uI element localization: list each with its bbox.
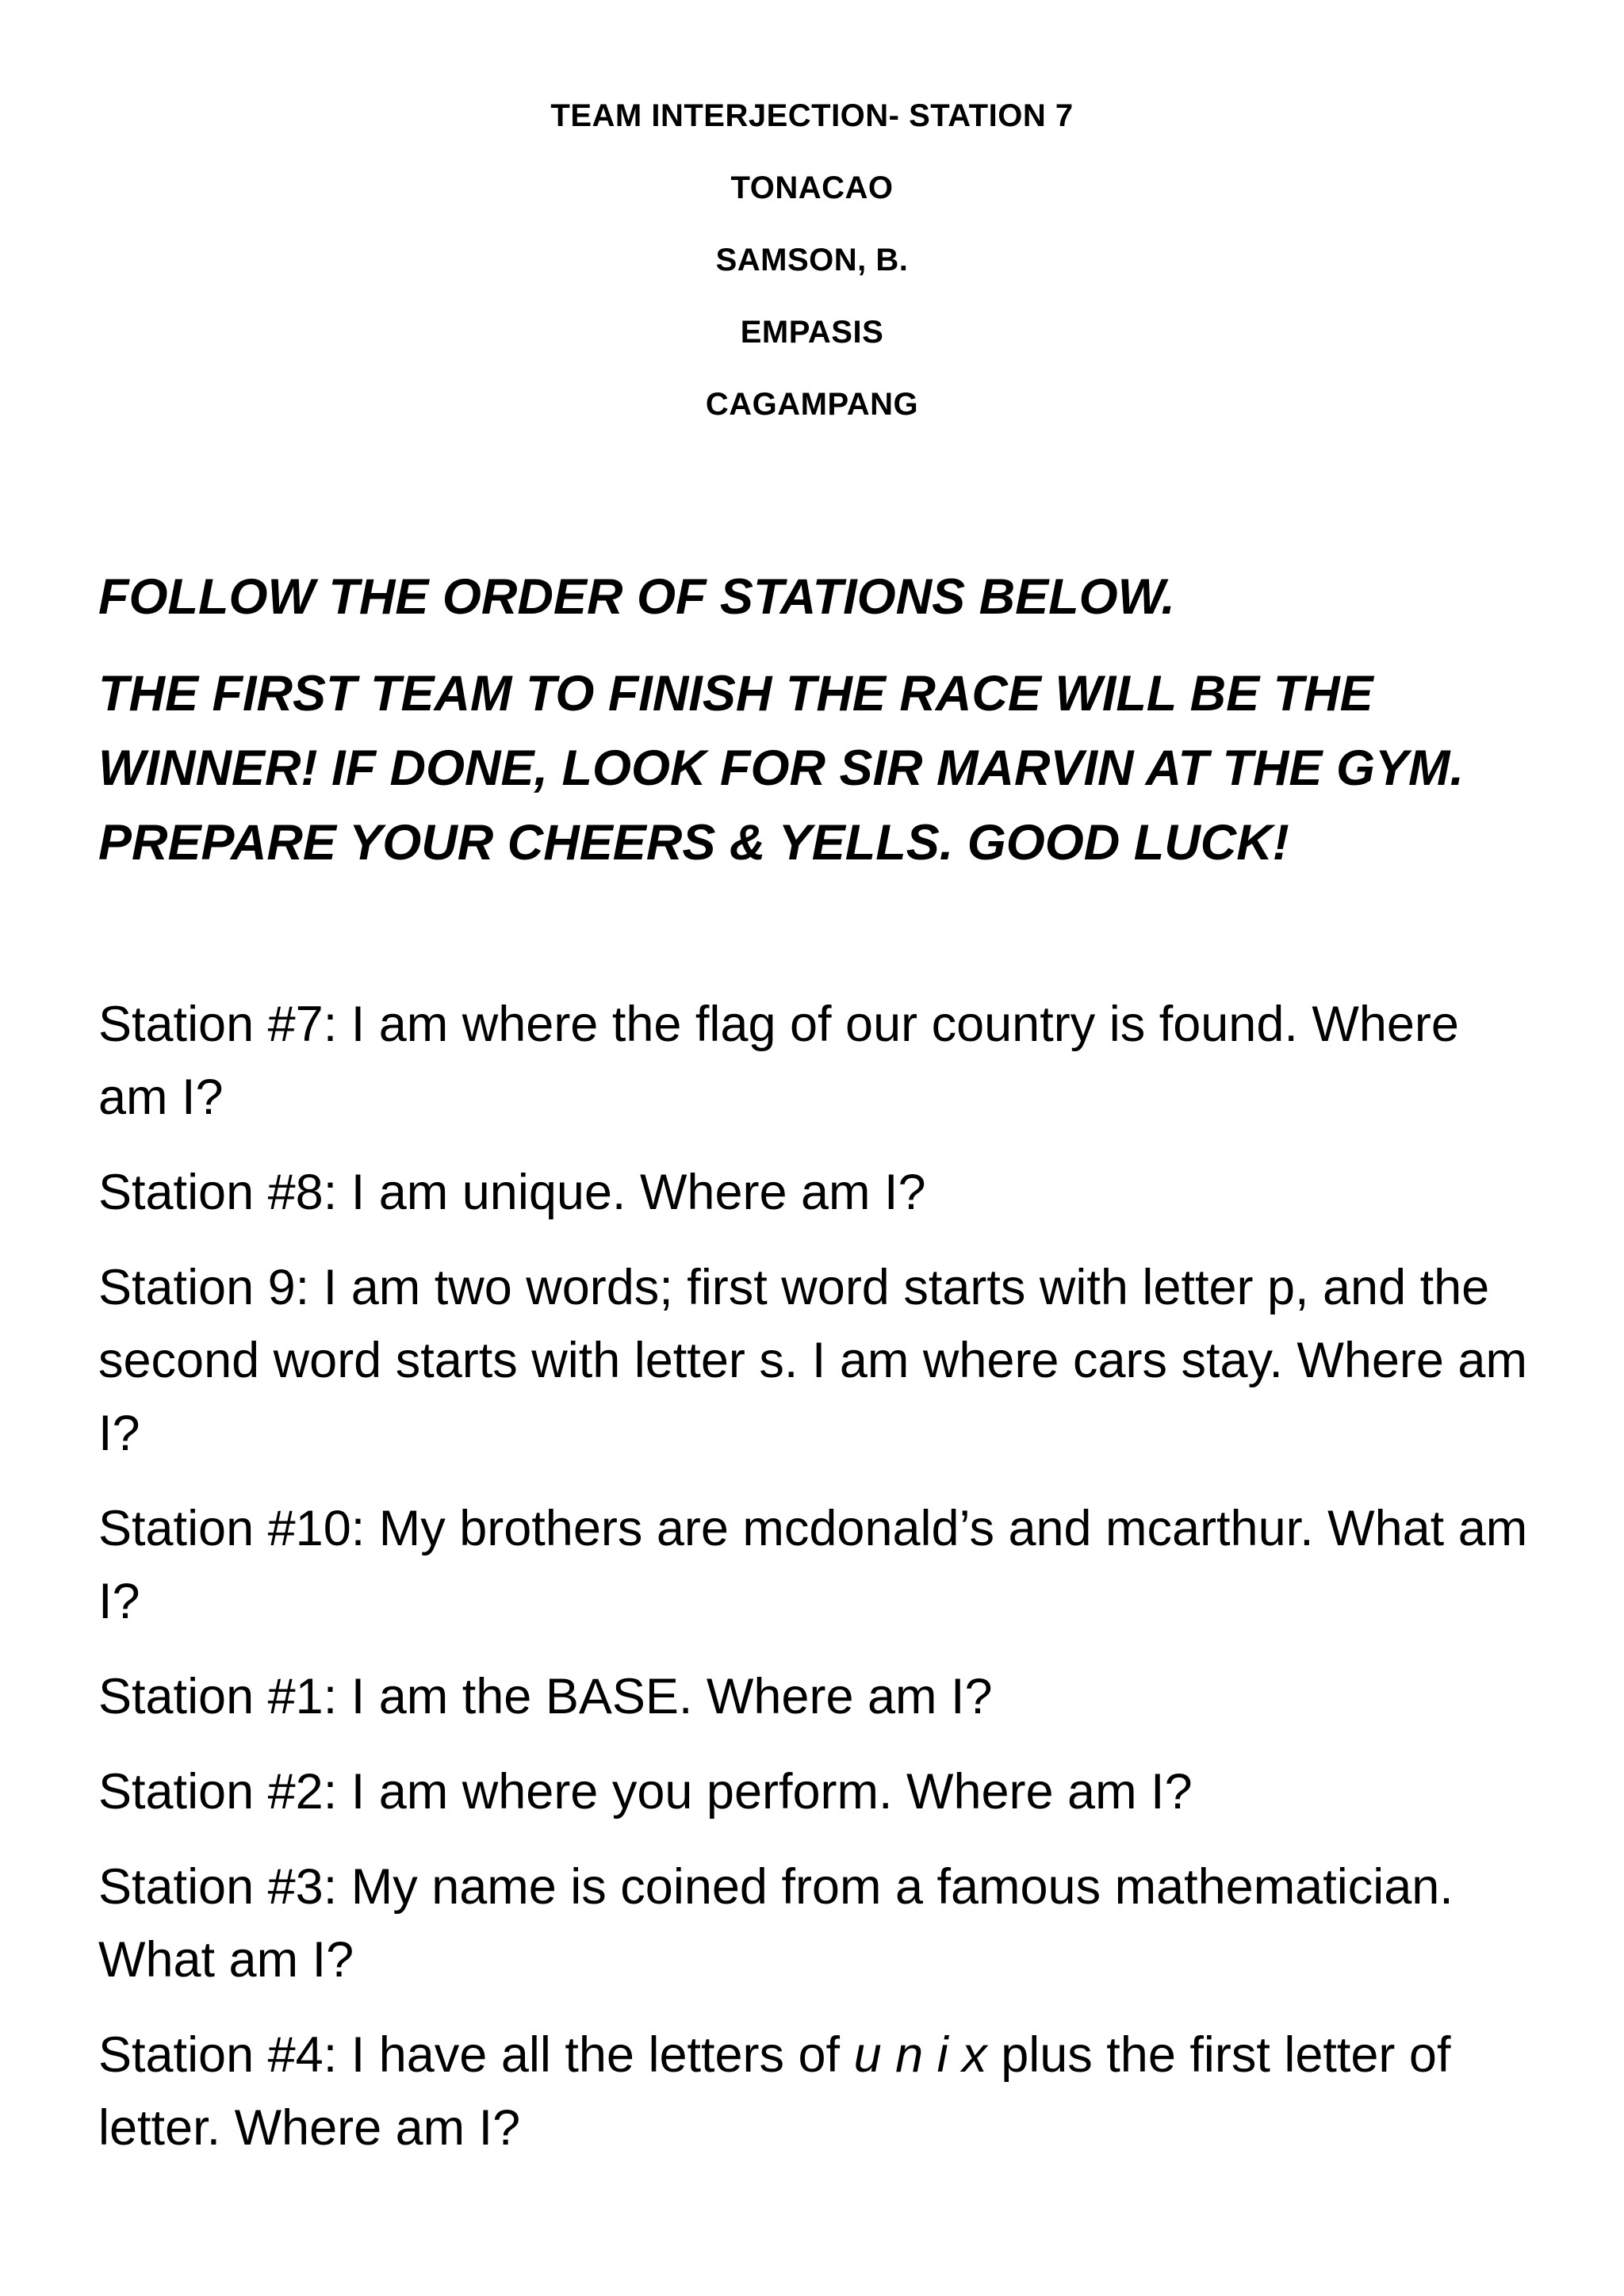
instruction-rules: THE FIRST TEAM TO FINISH THE RACE WILL BE THE WINNER! IF DONE, LOOK FOR SIR MARVIN AT THE GYM. PREPARE YOUR CHEERS & YELLS. GOOD LUCK! xyxy=(98,666,1464,871)
team-title: TEAM INTERJECTION- STATION 7 xyxy=(550,98,1074,133)
station-4-italic-letters: u n i x xyxy=(853,2027,987,2083)
station-list xyxy=(98,988,1542,2187)
station-2-clue: Station #2: I am where you perform. Where am I? xyxy=(98,1764,1193,1820)
member-name: EMPASIS xyxy=(740,315,884,350)
station-4-text-start: Station #4: I have all the letters of xyxy=(98,2027,841,2083)
station-7-clue: Station #7: I am where the flag of our country is found. Where am I? xyxy=(98,997,1459,1125)
station-10-clue: Station #10: My brothers are mcdonald’s and mcarthur. What am I? xyxy=(98,1501,1528,1629)
instruction-order: FOLLOW THE ORDER OF STATIONS BELOW. xyxy=(98,569,1175,625)
station-8-clue: Station #8: I am unique. Where am I? xyxy=(98,1165,926,1220)
station-9-clue: Station 9: I am two words; first word starts with letter p, and the second word starts with letter s. I am where cars stay. Where am I? xyxy=(98,1260,1527,1461)
member-name: SAMSON, B. xyxy=(715,243,909,277)
member-name: CAGAMPANG xyxy=(705,387,919,422)
instructions-block xyxy=(98,560,1542,902)
team-header xyxy=(0,97,1624,457)
member-name: TONACAO xyxy=(730,170,894,205)
station-4-clue xyxy=(98,2019,1542,2164)
station-3-clue: Station #3: My name is coined from a famous mathematician. What am I? xyxy=(98,1859,1454,1988)
station-1-clue: Station #1: I am the BASE. Where am I? xyxy=(98,1669,993,1724)
station-4-text-end: plus the first letter of letter. Where am I? xyxy=(98,2027,1451,2156)
